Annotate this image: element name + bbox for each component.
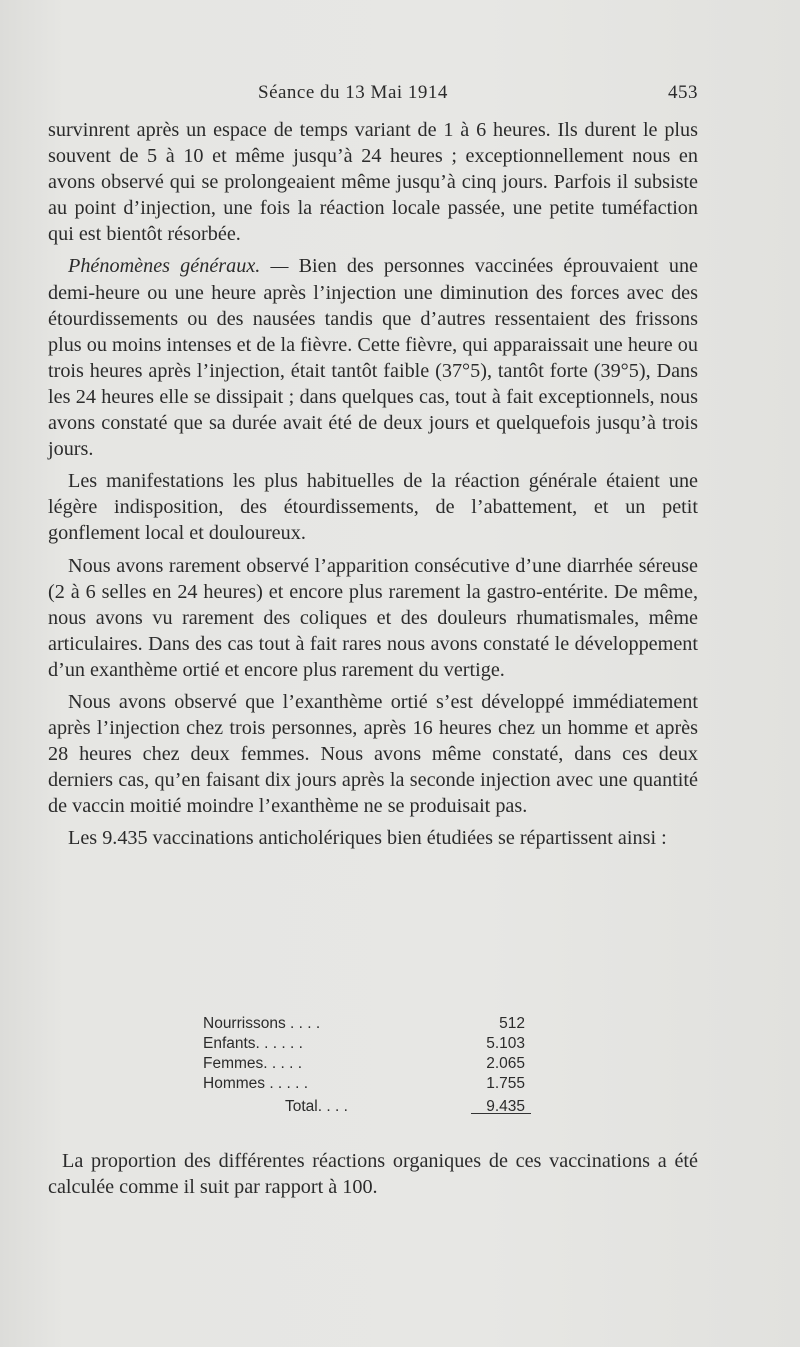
total-value: 9.435: [486, 1098, 525, 1115]
paragraph: Nous avons observé que l’exanthème ortié s’est développé immédiatement après l’injection chez trois personnes, après 16 heures chez un homme et après 28 heures chez deux femmes. Nous avons même constaté, dans ces deux derniers cas, qu’en faisant dix jours après la seconde injection avec une quantité de vaccin moitié moindre l’exanthème ne se produisait pas.: [48, 690, 698, 818]
table-row: [203, 1014, 533, 1034]
section-subheading: Phénomènes généraux. —: [68, 255, 289, 278]
total-label: Total. . . .: [285, 1098, 348, 1115]
row-value: 1.755: [486, 1075, 525, 1092]
row-value: 512: [499, 1015, 525, 1032]
row-value: 2.065: [486, 1055, 525, 1072]
running-title: Séance du 13 Mai 1914: [258, 82, 448, 103]
table-row: [203, 1054, 533, 1074]
paragraph: Les 9.435 vaccinations anticholériques bien étudiées se répartissent ainsi :: [68, 827, 667, 850]
closing-paragraph: La proportion des différentes réactions organiques de ces vaccinations a été calculée comme il suit par rapport à 100.: [48, 1150, 698, 1199]
table-row: [203, 1074, 533, 1094]
paragraph: Les manifestations les plus habituelles de la réaction générale étaient une légère indisposition, des étourdissements, de l’abattement, et un petit gonflement local et douloureux.: [48, 470, 698, 545]
table-row: [203, 1034, 533, 1054]
total-rule: [471, 1113, 531, 1114]
page-number: 453: [668, 82, 698, 103]
table-total-row: [203, 1097, 533, 1117]
running-head: [48, 82, 698, 112]
paragraph: Nous avons rarement observé l’apparition consécutive d’une diarrhée séreuse (2 à 6 selles en 24 heures) et encore plus rarement la gastro-entérite. De même, nous avons vu rarement des coliques et des douleurs rhumatismales, même articulaires. Dans des cas tout à fait rares nous avons constaté le développement d’un exanthème ortié et encore plus rarement du vertige.: [48, 554, 698, 681]
paragraph-general-phenomena: [48, 253, 698, 462]
row-label: Hommes . . . . .: [203, 1075, 309, 1092]
vaccination-table: [203, 1014, 533, 1117]
row-label: Nourrissons . . . .: [203, 1015, 321, 1032]
row-label: Femmes. . . . .: [203, 1055, 303, 1072]
paragraph-text: Bien des personnes vaccinées éprouvaient une demi-heure ou une heure après l’injection une diminution des forces avec des étourdissements ou des nausées tandis que d’autres ressentaient des frissons plus ou moins intenses et de la fièvre. Cette fièvre, qui apparaissait une heure ou trois heures après l’injection, était tantôt faible (37°5), tantôt forte (39°5), Dans les 24 heures elle se dissipait ; dans quelques cas, tout à fait exceptionnels, nous avons constaté que sa durée avait été de deux jours et quelquefois jusqu’à trois jours.: [48, 255, 698, 461]
row-label: Enfants. . . . . .: [203, 1035, 303, 1052]
row-value: 5.103: [486, 1035, 525, 1052]
body-text: [48, 117, 698, 858]
paragraph-continuation: survinrent après un espace de temps variant de 1 à 6 heures. Ils durent le plus souvent de 5 à 10 et même jusqu’à 24 heures ; exceptionnellement nous en avons observé qui se prolongeaient même jusqu’à cinq jours. Parfois il subsiste au point d’injection, une fois la réaction locale passée, une petite tuméfaction qui est bientôt résorbée.: [48, 119, 698, 246]
